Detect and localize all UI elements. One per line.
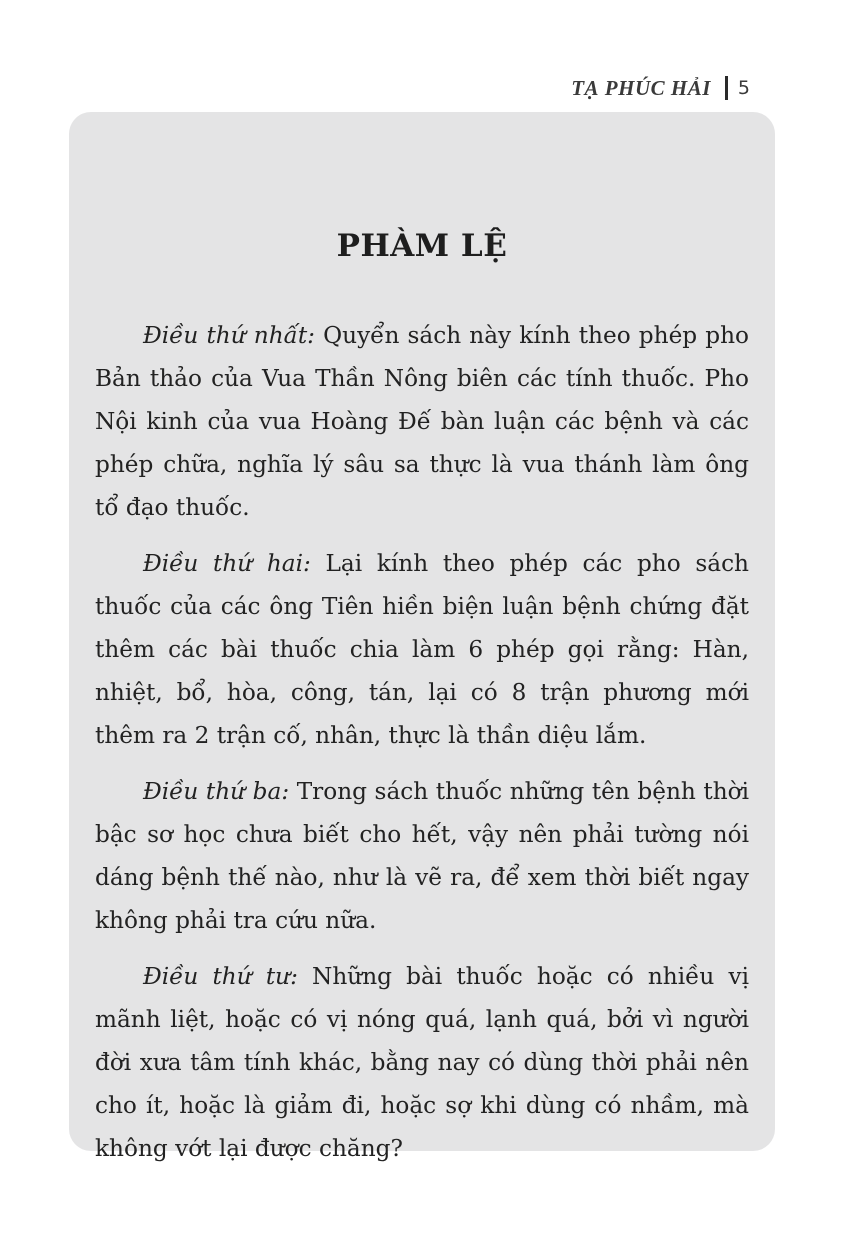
paragraph-4-lead: Điều thứ tư:: [143, 963, 298, 990]
paragraph-1-lead: Điều thứ nhất:: [143, 322, 315, 349]
paragraph-2: [95, 542, 749, 757]
author-name: TẠ PHÚC HẢI: [571, 75, 711, 100]
paragraph-3: [95, 770, 749, 942]
header-divider: [725, 76, 728, 100]
page-number: 5: [737, 77, 750, 99]
paragraph-4: [95, 955, 749, 1170]
paragraph-1: [95, 314, 749, 529]
paragraph-3-text: Trong sách thuốc những tên bệnh thời bậc sơ học chưa biết cho hết, vậy nên phải tường nói dáng bệnh thế nào, như là vẽ ra, để xem thời biết ngay không phải tra cứu nữa.: [95, 778, 749, 934]
section-title: PHÀM LỆ: [336, 228, 508, 264]
paragraph-1-text: Quyển sách này kính theo phép pho Bản thảo của Vua Thần Nông biên các tính thuốc. Pho Nội kinh của vua Hoàng Đế bàn luận các bệnh và các phép chữa, nghĩa lý sâu sa thực là vua thánh làm ông tổ đạo thuốc.: [95, 322, 750, 521]
paragraph-3-lead: Điều thứ ba:: [143, 778, 290, 805]
content-panel: [69, 112, 775, 1162]
paragraph-2-lead: Điều thứ hai:: [143, 550, 311, 577]
paragraph-2-text: Lại kính theo phép các pho sách thuốc của các ông Tiên hiền biện luận bệnh chứng đặt thêm các bài thuốc chia làm 6 phép gọi rằng: Hàn, nhiệt, bổ, hòa, công, tán, lại có 8 trận phương mới thêm ra 2 trận cố, nhân, thực là thần diệu lắm.: [95, 550, 749, 749]
paragraph-4-text: Những bài thuốc hoặc có nhiều vị mãnh liệt, hoặc có vị nóng quá, lạnh quá, bởi vì người đời xưa tâm tính khác, bằng nay có dùng thời phải nên cho ít, hoặc là giảm đi, hoặc sợ khi dùng có nhầm, mà không vớt lại được chăng?: [95, 963, 749, 1162]
running-header: [571, 74, 750, 102]
